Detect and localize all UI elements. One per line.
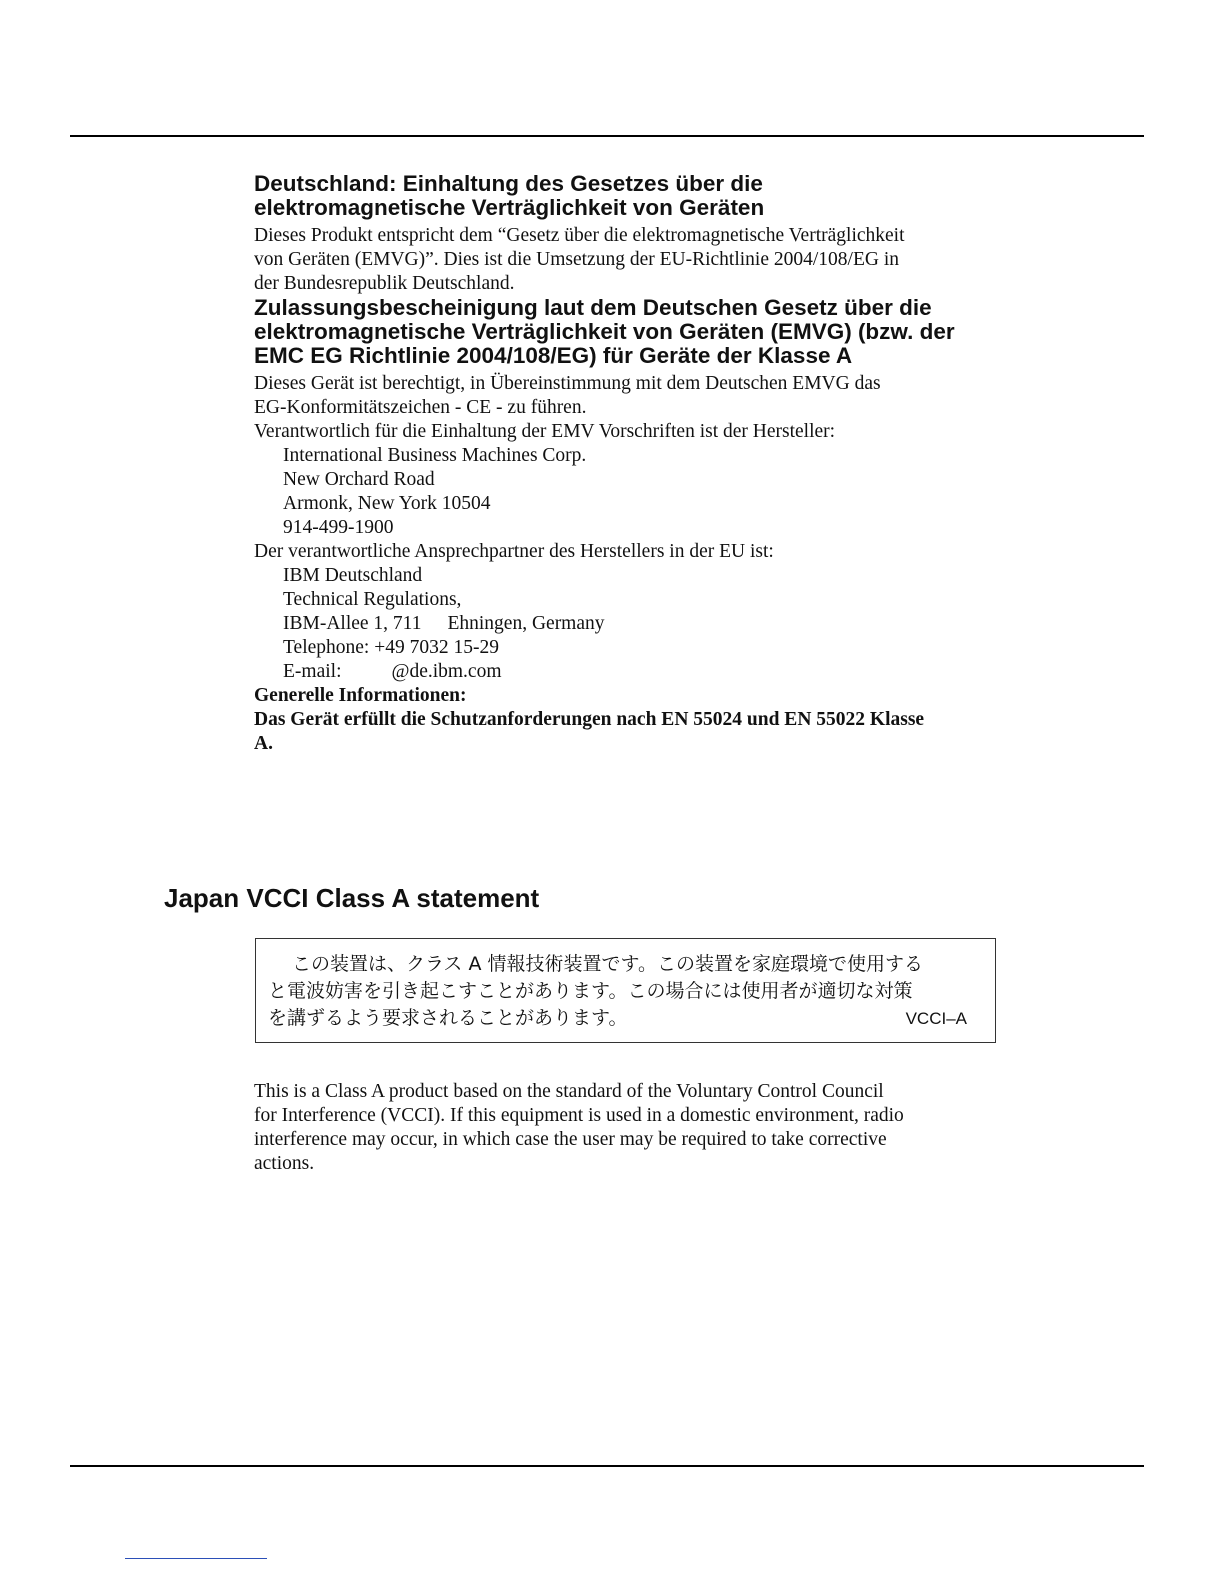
- section-heading-germany-emc: [254, 172, 1014, 220]
- japan-section-title: Japan VCCI Class A statement: [164, 883, 540, 913]
- heading-line: elektromagnetische Verträglichkeit von Geräten: [254, 195, 765, 220]
- vcci-japanese-text: [268, 951, 980, 1032]
- text-line: This is a Class A product based on the standard of the Voluntary Control Council: [254, 1081, 884, 1102]
- responsible-intro: Verantwortlich für die Einhaltung der EMV Vorschriften ist der Hersteller:: [254, 421, 836, 442]
- contact-address-street: IBM-Allee 1, 711: [283, 613, 422, 634]
- heading-line: EMC EG Richtlinie 2004/108/EG) für Geräte der Klasse A: [254, 343, 853, 368]
- vcci-class-tag: VCCI–A: [905, 1009, 967, 1028]
- compliance-statement: [254, 708, 1014, 756]
- heading-line: Zulassungsbescheinigung laut dem Deutschen Gesetz über die: [254, 295, 932, 320]
- text-line: Das Gerät erfüllt die Schutzanforderungen nach EN 55024 und EN 55022 Klasse: [254, 709, 925, 730]
- text-line: と電波妨害を引き起こすことがあります。この場合には使用者が適切な対策: [268, 980, 913, 1002]
- text-line: Dieses Gerät ist berechtigt, in Übereinstimmung mit dem Deutschen EMVG das: [254, 373, 881, 394]
- certification-paragraph: [254, 372, 1014, 420]
- text-line: von Geräten (EMVG)”. Dies ist die Umsetzung der EU-Richtlinie 2004/108/EG in: [254, 249, 899, 270]
- text-line: を講ずるよう要求されることがあります。: [268, 1007, 628, 1029]
- footer-link-underline: [125, 1558, 267, 1559]
- contact-address-city: Ehningen, Germany: [447, 613, 605, 634]
- email-value: @de.ibm.com: [391, 661, 502, 682]
- text-line: Dieses Produkt entspricht dem “Gesetz über die elektromagnetische Verträglichkeit: [254, 225, 905, 246]
- general-info-heading: Generelle Informationen:: [254, 685, 467, 706]
- germany-emc-paragraph: [254, 224, 1014, 296]
- eu-contact-block: [254, 540, 1014, 684]
- vcci-english-paragraph: [254, 1080, 1014, 1176]
- text-line: interference may occur, in which case the user may be required to take corrective: [254, 1129, 887, 1150]
- heading-line: Deutschland: Einhaltung des Gesetzes über die: [254, 171, 763, 196]
- contact-telephone: Telephone: +49 7032 15-29: [283, 637, 499, 658]
- germany-content: [254, 172, 1014, 756]
- contact-address: [254, 613, 605, 634]
- manufacturer-city: Armonk, New York 10504: [283, 493, 491, 514]
- text-line: der Bundesrepublik Deutschland.: [254, 273, 515, 294]
- manufacturer-name: International Business Machines Corp.: [283, 445, 587, 466]
- vcci-statement-box: [255, 938, 996, 1043]
- text-line: EG-Konformitätszeichen - CE - zu führen.: [254, 397, 587, 418]
- text-line: actions.: [254, 1153, 315, 1174]
- email-label: E-mail:: [283, 661, 342, 682]
- responsible-manufacturer-block: [254, 420, 1014, 540]
- header-rule: [70, 135, 1144, 137]
- contact-email: [254, 661, 502, 682]
- text-line: A.: [254, 733, 273, 754]
- contact-intro: Der verantwortliche Ansprechpartner des Herstellers in der EU ist:: [254, 541, 774, 562]
- manufacturer-street: New Orchard Road: [283, 469, 435, 490]
- section-heading-certification: [254, 296, 1014, 368]
- heading-line: elektromagnetische Verträglichkeit von Geräten (EMVG) (bzw. der: [254, 319, 955, 344]
- contact-company: IBM Deutschland: [283, 565, 423, 586]
- text-line: この装置は、クラス A 情報技術装置です。この装置を家庭環境で使用する: [292, 953, 923, 975]
- contact-department: Technical Regulations,: [283, 589, 462, 610]
- footer-rule: [70, 1465, 1144, 1467]
- manufacturer-phone: 914-499-1900: [283, 517, 394, 538]
- text-line: for Interference (VCCI). If this equipment is used in a domestic environment, radio: [254, 1105, 904, 1126]
